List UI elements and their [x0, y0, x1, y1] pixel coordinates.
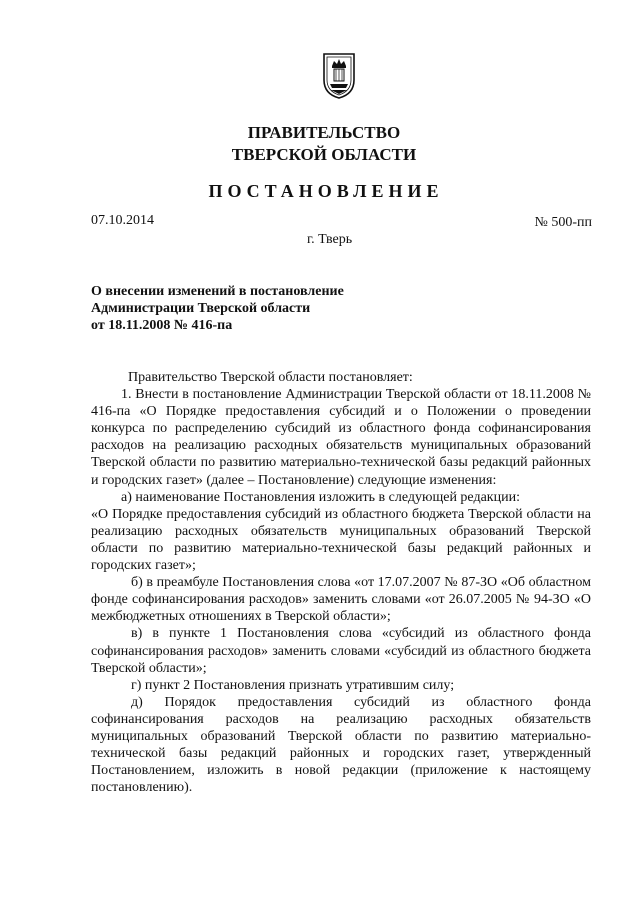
body-item-g: г) пункт 2 Постановления признать утратившим силу;	[131, 677, 455, 693]
body-item-v: в) в пункте 1 Постановления слова «субсидий из областного фонда софинансирования расходов» заменить словами «субсидий из областного бюджета Тверской области»;	[91, 626, 591, 676]
body-intro: Правительство Тверской области постановляет:	[128, 370, 413, 385]
document-type: ПОСТАНОВЛЕНИЕ	[208, 181, 444, 201]
document-body	[91, 369, 591, 796]
document-city: г. Тверь	[307, 232, 353, 247]
body-item-a-quote: «О Порядке предоставления субсидий из областного бюджета Тверской области на реализацию расходных обязательств муниципальных образований Тверской области по развитию материально-технической базы редакций районных и городских газет»;	[91, 506, 591, 574]
body-item-a: а) наименование Постановления изложить в следующей редакции:	[121, 489, 520, 505]
document-date: 07.10.2014	[91, 213, 154, 228]
document-number: № 500-пп	[534, 215, 592, 230]
body-paragraph-1: 1. Внести в постановление Администрации Тверской области от 18.11.2008 № 416-па «О Порядке предоставления субсидий и о Положении о проведении конкурса по распределению субсидий из областного фонда софинансирования расходов на реализацию расходных обязательств муниципальных образований Тверской области по развитию материально-технической базы редакций районных и городских газет» (далее – Постановление) следующие изменения:	[91, 387, 591, 488]
government-line-2: ТВЕРСКОЙ ОБЛАСТИ	[231, 145, 417, 164]
tver-coat-of-arms-icon	[322, 50, 356, 100]
body-item-d: д) Порядок предоставления субсидий из областного фонда софинансирования расходов на реализацию расходных обязательств муниципальных образований Тверской области по развитию материально-технической базы редакций районных и городских газет, утвержденный Постановлением, изложить в новой редакции (приложение к настоящему постановлению).	[91, 694, 591, 796]
government-name	[0, 122, 640, 166]
subject-line-2: Администрации Тверской области	[91, 301, 311, 316]
subject-line-1: О внесении изменений в постановление	[91, 284, 344, 299]
document-subject	[91, 283, 344, 334]
body-item-b: б) в преамбуле Постановления слова «от 17.07.2007 № 87-ЗО «Об областном фонде софинансирования расходов» заменить словами «от 26.07.2005 № 94-ЗО «О межбюджетных отношениях в Тверской области»;	[91, 575, 591, 625]
subject-line-3: от 18.11.2008 № 416-па	[91, 318, 233, 333]
government-line-1: ПРАВИТЕЛЬСТВО	[247, 123, 401, 142]
